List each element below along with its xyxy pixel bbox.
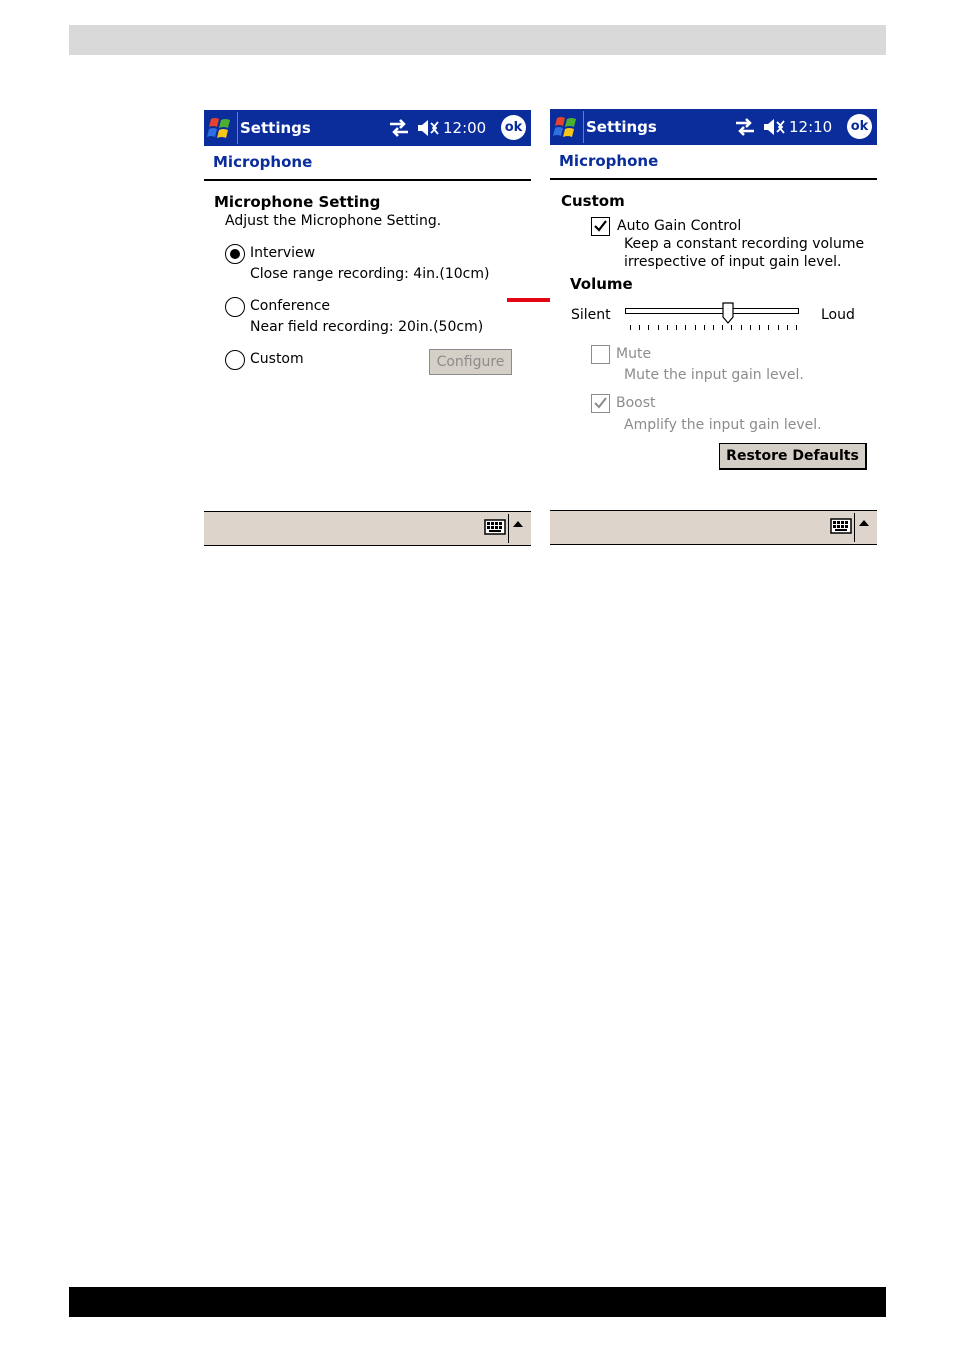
heading-divider — [550, 178, 877, 180]
menu-separator — [508, 514, 509, 543]
volume-tick — [658, 325, 659, 330]
option-desc-interview: Close range recording: 4in.(10cm) — [250, 266, 490, 282]
radio-custom[interactable] — [225, 350, 245, 370]
ok-button[interactable]: ok — [847, 114, 872, 139]
connectivity-icon[interactable] — [388, 118, 410, 138]
section-description: Adjust the Microphone Setting. — [225, 213, 442, 229]
speaker-mute-icon[interactable] — [416, 118, 440, 138]
volume-tick — [676, 325, 677, 330]
microphone-setting-screen — [204, 110, 531, 547]
option-label-custom[interactable]: Custom — [250, 351, 304, 367]
mute-desc: Mute the input gain level. — [624, 367, 804, 383]
heading-divider — [204, 179, 531, 181]
option-desc-conference: Near field recording: 20in.(50cm) — [250, 319, 484, 335]
keyboard-icon[interactable] — [484, 518, 506, 536]
menu-bar — [550, 510, 877, 545]
volume-tick — [731, 325, 732, 330]
section-title: Microphone Setting — [214, 193, 381, 211]
volume-tick — [750, 325, 751, 330]
keyboard-icon[interactable] — [830, 517, 852, 535]
volume-tick — [759, 325, 760, 330]
title-bar — [550, 109, 877, 145]
volume-tick — [704, 325, 705, 330]
loud-label: Loud — [821, 307, 855, 323]
mute-label[interactable]: Mute — [616, 346, 652, 362]
radio-conference[interactable] — [225, 297, 245, 317]
app-title[interactable]: Settings — [240, 119, 311, 137]
auto-gain-desc-2: irrespective of input gain level. — [624, 254, 842, 270]
app-title[interactable]: Settings — [586, 118, 657, 136]
custom-title: Custom — [561, 192, 625, 210]
restore-defaults-button[interactable]: Restore Defaults — [719, 443, 867, 470]
volume-title: Volume — [570, 275, 633, 293]
checkmark-icon — [593, 396, 608, 411]
volume-tick — [685, 325, 686, 330]
menu-separator — [854, 513, 855, 542]
volume-tick — [648, 325, 649, 330]
volume-tick — [796, 325, 797, 330]
volume-tick — [639, 325, 640, 330]
auto-gain-checkbox[interactable] — [591, 217, 610, 236]
boost-desc: Amplify the input gain level. — [624, 417, 822, 433]
volume-tick — [787, 325, 788, 330]
radio-interview[interactable] — [225, 244, 245, 264]
silent-label: Silent — [571, 307, 611, 323]
configure-button[interactable]: Configure — [429, 349, 512, 375]
volume-tick — [695, 325, 696, 330]
volume-slider-thumb[interactable] — [722, 302, 734, 324]
option-label-interview[interactable]: Interview — [250, 245, 316, 261]
input-panel-arrow-icon[interactable] — [513, 521, 523, 527]
page-header-band — [69, 25, 886, 55]
boost-label[interactable]: Boost — [616, 395, 656, 411]
auto-gain-desc-1: Keep a constant recording volume — [624, 236, 865, 252]
page-heading: Microphone — [213, 153, 313, 171]
title-separator — [237, 112, 238, 144]
page-heading: Microphone — [559, 152, 659, 170]
title-separator — [583, 111, 584, 143]
menu-bar — [204, 511, 531, 546]
volume-tick — [778, 325, 779, 330]
volume-tick — [667, 325, 668, 330]
mute-checkbox[interactable] — [591, 345, 610, 364]
title-bar — [204, 110, 531, 146]
volume-slider-track[interactable] — [625, 308, 799, 314]
clock[interactable]: 12:00 — [443, 119, 487, 137]
volume-tick — [768, 325, 769, 330]
volume-tick — [713, 325, 714, 330]
volume-tick — [630, 325, 631, 330]
option-label-conference[interactable]: Conference — [250, 298, 331, 314]
volume-tick — [722, 325, 723, 330]
connectivity-icon[interactable] — [734, 117, 756, 137]
clock[interactable]: 12:10 — [789, 118, 833, 136]
ok-button[interactable]: ok — [501, 115, 526, 140]
boost-checkbox[interactable] — [591, 394, 610, 413]
page-footer-band — [69, 1287, 886, 1317]
checkmark-icon — [593, 219, 608, 234]
windows-start-icon[interactable] — [205, 113, 236, 143]
auto-gain-label[interactable]: Auto Gain Control — [617, 218, 742, 234]
volume-tick — [741, 325, 742, 330]
input-panel-arrow-icon[interactable] — [859, 520, 869, 526]
custom-microphone-screen — [550, 109, 877, 546]
speaker-mute-icon[interactable] — [762, 117, 786, 137]
windows-start-icon[interactable] — [551, 112, 582, 142]
